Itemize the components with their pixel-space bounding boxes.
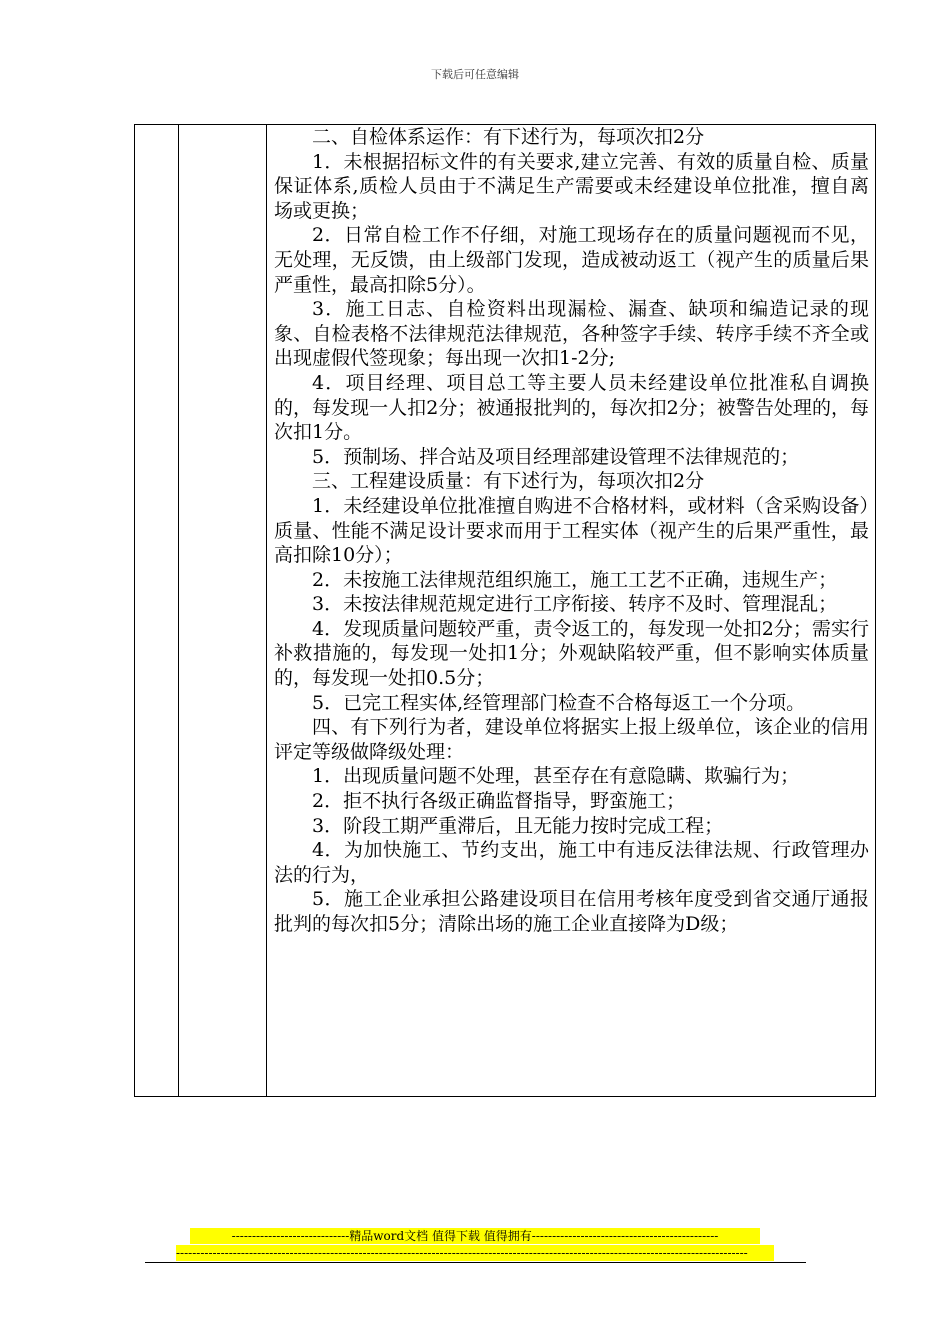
paragraph: 2．日常自检工作不仔细，对施工现场存在的质量问题视而不见，无处理，无反馈，由上级部门发现，造成被动返工（视产生的质量后果严重性，最高扣除5分）。 (274, 224, 869, 296)
paragraph: 4．项目经理、项目总工等主要人员未经建设单位批准私自调换的，每发现一人扣2分；被通报批判的，每次扣2分；被警告处理的，每次扣1分。 (274, 371, 869, 444)
paragraph: 1．出现质量问题不处理，甚至存在有意隐瞒、欺骗行为； (312, 765, 800, 788)
table-column-1 (135, 125, 179, 1096)
table-column-2 (179, 125, 267, 1096)
paragraph: 4．发现质量问题较严重，责令返工的，每发现一处扣2分；需实行补救措施的，每发现一处扣1分；外观缺陷较严重，但不影响实体质量的，每发现一处扣0.5分； (274, 617, 869, 690)
paragraph: 二、自检体系运作：有下述行为，每项次扣2分 (312, 126, 705, 148)
paragraph: 5．已完工程实体,经管理部门检查不合格每返工一个分项。 (312, 691, 806, 714)
paragraph: 5．预制场、拌合站及项目经理部建设管理不法律规范的； (312, 445, 800, 468)
page-header: 下载后可任意编辑 (431, 68, 519, 81)
paragraph: 三、工程建设质量：有下述行为，每项次扣2分 (312, 470, 705, 493)
paragraph: 2．拒不执行各级正确监督指导，野蛮施工； (312, 790, 686, 813)
paragraph: 1．未经建设单位批准擅自购进不合格材料，或材料（含采购设备）质量、性能不满足设计要求而用于工程实体（视产生的后果严重性，最高扣除10分）； (274, 494, 869, 567)
paragraph: 4．为加快施工、节约支出，施工中有违反法律法规、行政管理办法的行为， (274, 839, 869, 886)
paragraph: 2．未按施工法律规范组织施工，施工工艺不正确，违规生产； (312, 568, 838, 591)
footer-divider (145, 1262, 806, 1263)
table-column-content (267, 125, 875, 1096)
paragraph: 5．施工企业承担公路建设项目在信用考核年度受到省交通厅通报批判的每次扣5分；清除出场的施工企业直接降为D级； (274, 888, 869, 935)
footer-banner-line-2: --------------------------------------------------------------------------------------------------------------------------------------------- (176, 1245, 774, 1261)
paragraph: 3．未按法律规范规定进行工序衔接、转序不及时、管理混乱； (312, 593, 838, 616)
paragraph: 3．阶段工期严重滞后，且无能力按时完成工程； (312, 814, 724, 837)
paragraph: 1．未根据招标文件的有关要求,建立完善、有效的质量自检、质量保证体系,质检人员由于不满足生产需要或未经建设单位批准，擅自离场或更换； (274, 150, 869, 222)
footer-banner-line-1: -----------------------------精品word文档 值得下载 值得拥有---------------------------------------------- (190, 1228, 760, 1244)
paragraph: 四、有下列行为者，建设单位将据实上报上级单位，该企业的信用评定等级做降级处理： (274, 716, 869, 763)
document-table (134, 124, 876, 1097)
paragraph: 3．施工日志、自检资料出现漏检、漏查、缺项和编造记录的现象、自检表格不法律规范法律规范，各种签字手续、转序手续不齐全或出现虚假代签现象；每出现一次扣1-2分; (274, 298, 869, 370)
